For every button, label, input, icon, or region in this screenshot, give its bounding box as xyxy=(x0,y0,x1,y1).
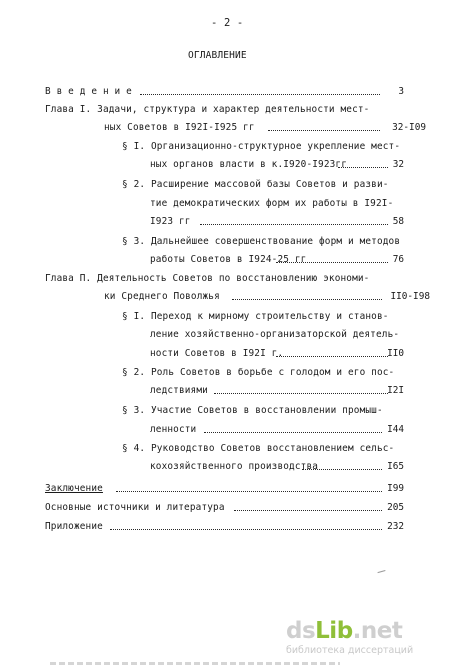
toc-entry-section-2-3-line2: ленности xyxy=(150,424,197,435)
toc-page-number: 58 xyxy=(392,216,404,227)
toc-entry-appendix: Приложение xyxy=(45,521,103,532)
toc-page-number: I44 xyxy=(387,424,404,435)
toc-leader xyxy=(200,224,388,225)
watermark-subtitle: библиотека диссертаций xyxy=(286,645,414,656)
toc-page-number: 205 xyxy=(387,502,404,513)
toc-page-number: II0 xyxy=(387,348,404,359)
page-number: - 2 - xyxy=(211,17,244,29)
toc-entry-section-1-2-line3: I923 гг xyxy=(150,216,191,227)
toc-entry-sources: Основные источники и литература xyxy=(45,502,225,513)
toc-leader xyxy=(302,469,382,470)
toc-entry-section-2-4-line2: кохозяйственного производства xyxy=(150,461,319,472)
toc-leader xyxy=(232,299,382,300)
toc-entry-section-1-1-line2: ных органов власти в к.I920-I923гг xyxy=(150,159,348,170)
watermark xyxy=(286,618,436,658)
toc-entry-chapter-1-line2: ных Советов в I92I-I925 гг xyxy=(104,122,255,133)
toc-page-number: 32-I09 xyxy=(392,122,426,133)
toc-leader xyxy=(110,529,382,530)
toc-entry-chapter-2-line2: ки Среднего Поволжья xyxy=(104,291,220,302)
toc-entry-introduction: В в е д е н и е xyxy=(45,86,132,97)
toc-page-number: I99 xyxy=(387,483,404,494)
toc-entry-section-1-3: § 3. Дальнейшее совершенствование форм и методов xyxy=(122,236,401,247)
watermark-logo: dsLib.net xyxy=(286,618,403,644)
toc-page-number: 232 xyxy=(387,521,404,532)
toc-entry-section-2-3: § 3. Участие Советов в восстановлении промыш- xyxy=(122,405,383,416)
toc-entry-section-1-2-line2: тие демократических форм их работы в I92I- xyxy=(150,198,394,209)
toc-leader xyxy=(204,432,382,433)
toc-entry-chapter-1: Глава I. Задачи, структура и характер деятельности мест- xyxy=(45,104,370,115)
toc-entry-section-1-2: § 2. Расширение массовой базы Советов и разви- xyxy=(122,179,389,190)
toc-entry-conclusion: Заключение xyxy=(45,483,103,494)
toc-page-number: I65 xyxy=(387,461,404,472)
toc-leader xyxy=(276,262,388,263)
toc-leader xyxy=(214,393,388,394)
toc-entry-section-2-1: § I. Переход к мирному строительству и станов- xyxy=(122,311,389,322)
toc-page-number: I2I xyxy=(387,385,404,396)
toc-entry-section-1-3-line2: работы Советов в I924-25 гг xyxy=(150,254,307,265)
toc-entry-section-1-1: § I. Организационно-структурное укрепление мест- xyxy=(122,141,401,152)
scan-mark xyxy=(377,570,386,577)
toc-leader xyxy=(116,491,382,492)
toc-entry-section-2-1-line3: ности Советов в I92I г. xyxy=(150,348,284,359)
toc-leader xyxy=(338,167,388,168)
toc-page-number: 32 xyxy=(392,159,404,170)
toc-entry-section-2-1-line2: ление хозяйственно-организаторской деятель- xyxy=(150,329,400,340)
page-title: ОГЛАВЛЕНИЕ xyxy=(188,50,247,61)
toc-page-number: II0-I98 xyxy=(390,291,430,302)
toc-leader xyxy=(276,356,388,357)
toc-leader xyxy=(234,510,382,511)
toc-leader xyxy=(268,130,380,131)
toc-entry-section-2-2: § 2. Роль Советов в борьбе с голодом и его пос- xyxy=(122,367,395,378)
toc-page-number: 3 xyxy=(398,86,404,97)
toc-entry-section-2-2-line2: ледствиями xyxy=(150,385,208,396)
scan-artifact-strip xyxy=(50,662,340,665)
toc-page-number: 76 xyxy=(392,254,404,265)
toc-leader xyxy=(140,94,380,95)
toc-entry-section-2-4: § 4. Руководство Советов восстановлением сельс- xyxy=(122,443,395,454)
toc-entry-chapter-2: Глава П. Деятельность Советов по восстановлению экономи- xyxy=(45,273,370,284)
